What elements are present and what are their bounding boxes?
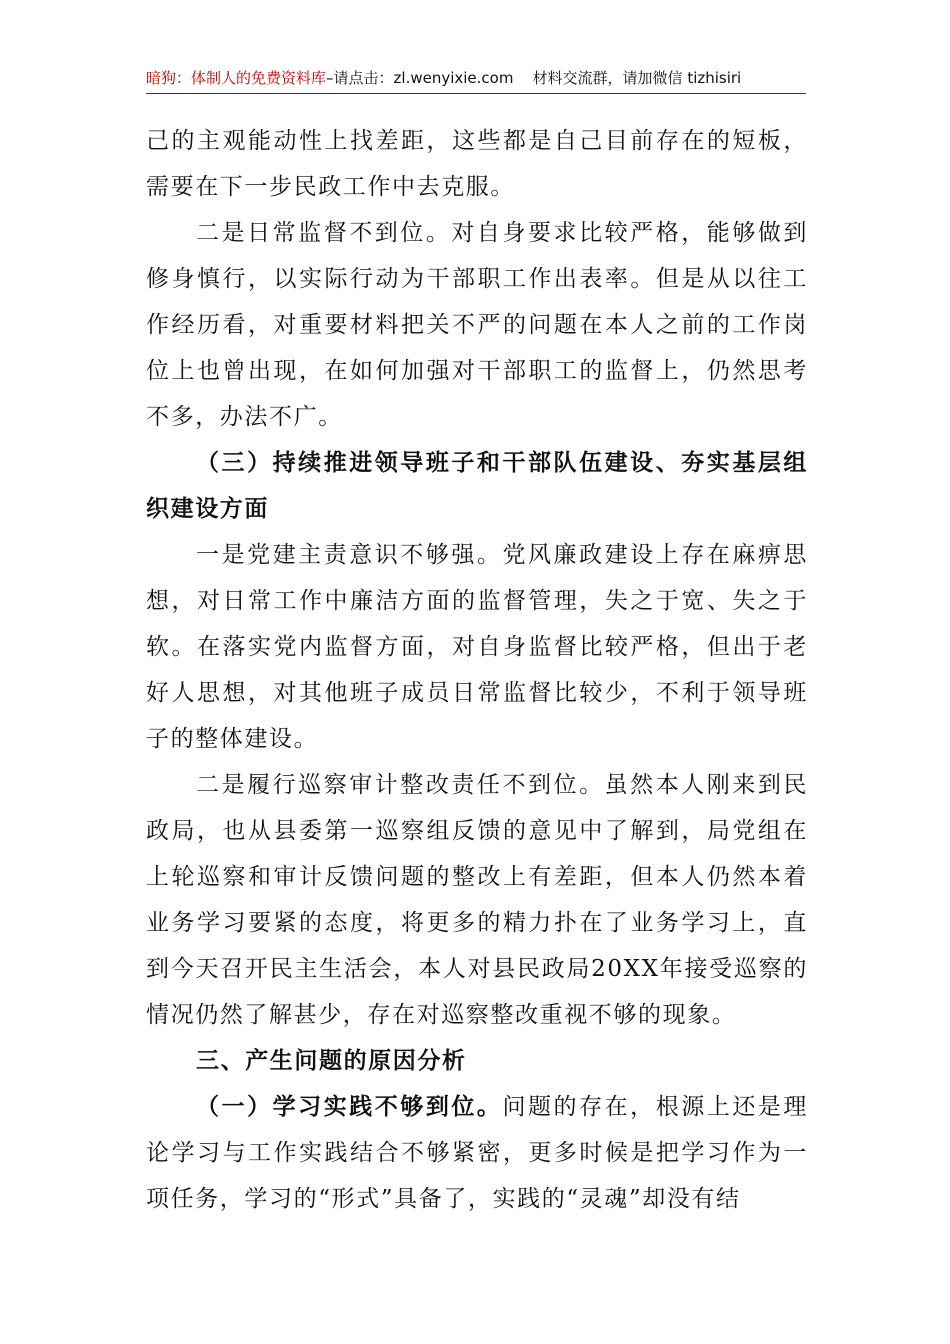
paragraph-inspection: 二是履行巡察审计整改责任不到位。虽然本人刚来到民政局，也从县委第一巡察组反馈的意见中了解到，局党组在上轮巡察和审计反馈问题的整改上有差距，但本人仍然本着业务学习要紧的态度，将更多的精力扑在了业务学习上，直到今天召开民主生活会，本人对县民政局20XX年接受巡察的情况仍然了解甚少，存在对巡察整改重视不够的现象。 — [146, 772, 808, 1028]
paragraph-lead: （一）学习实践不够到位。 — [196, 1093, 503, 1120]
paragraph-party-building: 一是党建主责意识不够强。党风廉政建设上存在麻痹思想，对日常工作中廉洁方面的监督管理，失之于宽、失之于软。在落实党内监督方面，对自身监督比较严格，但出于老好人思想，对其他班子成员日常监督比较少，不利于领导班子的整体建设。 — [146, 542, 808, 752]
paragraph-rest: 问题的存在，根源上还是理论学习与工作实践结合不够紧密，更多时候是把学习作为一项任务，学习的“形式”具备了，实践的“灵魂”却没有结 — [146, 1094, 808, 1212]
paragraph-continuation: 己的主观能动性上找差距，这些都是自己目前存在的短板，需要在下一步民政工作中去克服。 — [146, 128, 808, 200]
header-link-prefix: –请点击： — [326, 69, 394, 87]
header-right-text: 材料交流群，请加微信 tizhisiri — [532, 69, 742, 87]
section-heading-causes: 三、产生问题的原因分析 — [196, 1048, 467, 1074]
paragraph-supervision: 二是日常监督不到位。对自身要求比较严格，能够做到修身慎行，以实际行动为干部职工作出表率。但是从以往工作经历看，对重要材料把关不严的问题在本人之前的工作岗位上也曾出现，在如何加强对干部职工的监督上，仍然思考不多，办法不广。 — [146, 220, 808, 430]
header-link[interactable]: zl.wenyixie.com — [393, 69, 514, 87]
paragraph-study-practice — [146, 1084, 808, 1222]
header-rule — [146, 93, 806, 94]
document-body — [146, 118, 808, 1222]
page-header — [146, 64, 806, 92]
section-heading-3: （三）持续推进领导班子和干部队伍建设、夯实基层组织建设方面 — [146, 449, 808, 522]
header-brand: 暗狗：体制人的免费资料库 — [146, 69, 327, 87]
